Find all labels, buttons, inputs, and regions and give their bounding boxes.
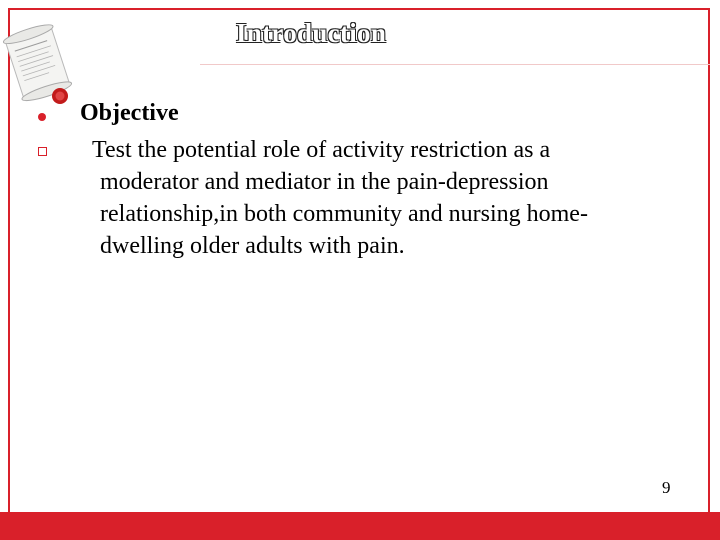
slide-title: Introduction <box>236 18 387 48</box>
text-line: Test the potential role of activity restriction as a <box>92 137 551 163</box>
text-line: relationship,in both community and nursing home- <box>100 201 588 227</box>
objective-heading: Objective <box>80 100 179 126</box>
page-number: 9 <box>662 478 671 497</box>
objective-text <box>92 134 690 262</box>
footer-bar <box>0 512 720 540</box>
paper-scroll-icon <box>0 18 80 110</box>
text-line: moderator and mediator in the pain-depression <box>100 169 549 195</box>
slide-frame <box>8 8 710 528</box>
text-line: dwelling older adults with pain. <box>100 233 405 259</box>
round-bullet-icon <box>38 113 46 121</box>
title-divider <box>200 64 710 65</box>
square-bullet-icon <box>38 147 47 156</box>
